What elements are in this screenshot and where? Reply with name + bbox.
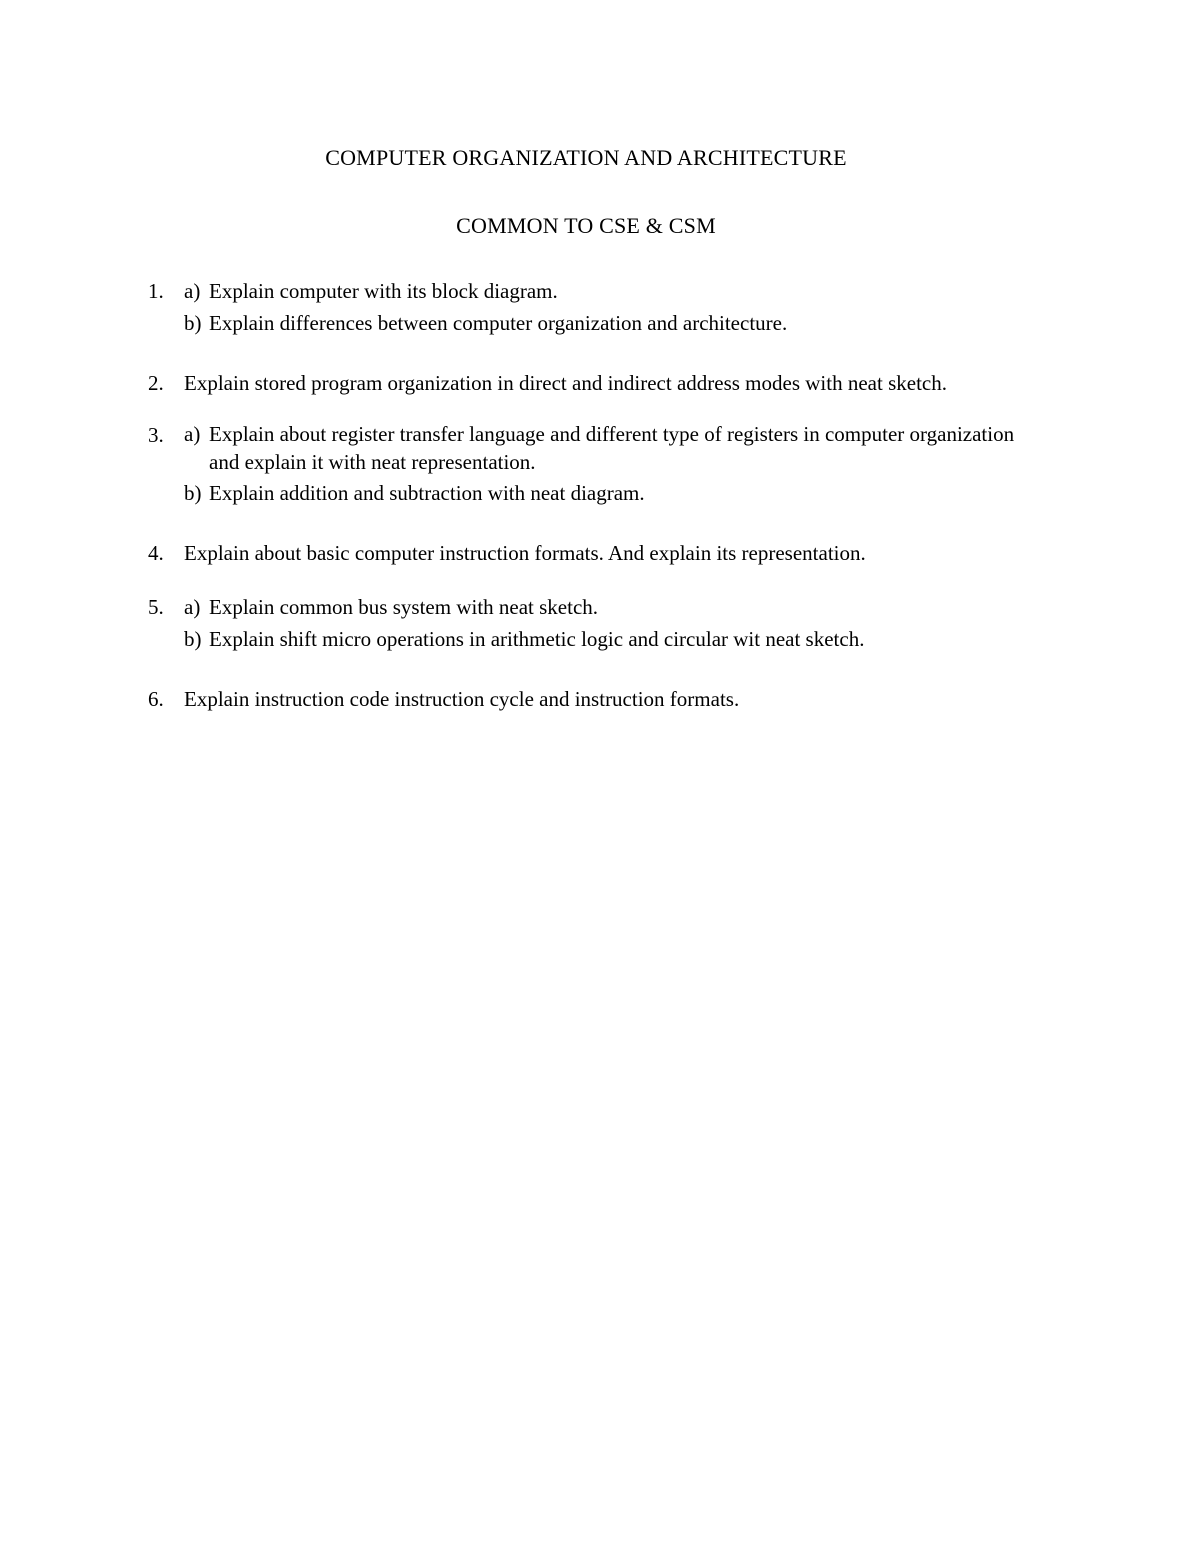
question-2	[148, 368, 1108, 398]
part-label: b)	[184, 311, 202, 335]
question-5	[148, 592, 1108, 654]
document-subtitle: COMMON TO CSE & CSM	[456, 213, 716, 238]
part-text: Explain differences between computer organization and architecture.	[209, 311, 788, 335]
part-text: Explain computer with its block diagram.	[209, 279, 558, 303]
question-3-part-a	[184, 420, 1108, 476]
part-label: a)	[184, 422, 201, 446]
question-number: 4.	[148, 541, 164, 565]
part-text: Explain about register transfer language and different type of registers in computer organization and explain it with neat representation.	[209, 422, 1015, 474]
part-label: a)	[184, 279, 201, 303]
question-1-part-b	[184, 308, 1108, 338]
question-1-part-a	[184, 276, 1108, 306]
question-1	[148, 276, 1108, 338]
question-6	[148, 684, 1108, 714]
question-text: Explain stored program organization in direct and indirect address modes with neat sketch.	[184, 371, 947, 395]
question-text: Explain instruction code instruction cycle and instruction formats.	[184, 687, 740, 711]
part-label: a)	[184, 595, 201, 619]
question-text: Explain about basic computer instruction formats. And explain its representation.	[184, 541, 866, 565]
part-label: b)	[184, 481, 202, 505]
part-text: Explain addition and subtraction with neat diagram.	[209, 481, 645, 505]
part-label: b)	[184, 627, 202, 651]
question-3-part-b	[184, 478, 1108, 508]
question-number: 6.	[148, 687, 164, 711]
question-3	[148, 420, 1108, 508]
part-text: Explain shift micro operations in arithmetic logic and circular wit neat sketch.	[209, 627, 865, 651]
question-5-part-b	[184, 624, 1108, 654]
part-text: Explain common bus system with neat sketch.	[209, 595, 599, 619]
question-list	[148, 276, 1108, 714]
question-5-part-a	[184, 592, 1108, 622]
question-4	[148, 538, 1108, 568]
question-number: 2.	[148, 371, 164, 395]
document-title: COMPUTER ORGANIZATION AND ARCHITECTURE	[325, 145, 847, 170]
question-number: 3.	[148, 423, 164, 447]
question-number: 5.	[148, 595, 164, 619]
question-number: 1.	[148, 279, 164, 303]
